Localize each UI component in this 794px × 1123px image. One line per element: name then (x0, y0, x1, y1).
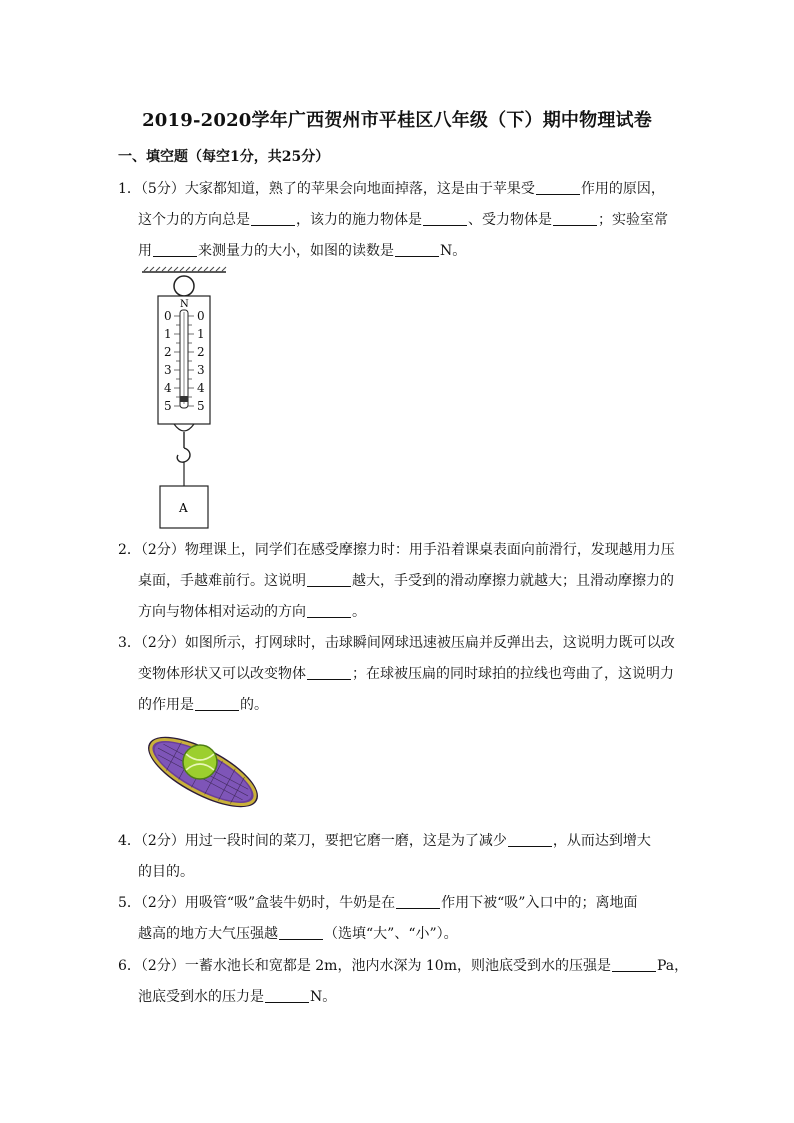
text: 越大，手受到的滑动摩擦力就越大；且滑动摩擦力的 (352, 573, 674, 589)
answer-blank[interactable] (195, 696, 239, 711)
text: 这个力的方向总是 (138, 212, 250, 228)
text: 1．（5分）大家都知道，熟了的苹果会向地面掉落，这是由于苹果受 (118, 181, 535, 197)
paper-title: 2019-2020学年广西贺州市平桂区八年级（下）期中物理试卷 (142, 110, 652, 131)
question-1-line-1 (118, 180, 665, 198)
question-2-line-1 (118, 541, 675, 559)
question-6-line-1 (118, 957, 688, 975)
tick-label: 1 (197, 327, 205, 341)
ceiling-hatch (142, 267, 226, 272)
question-3-line-2 (138, 665, 674, 683)
top-ring (174, 276, 194, 296)
text: 用 (138, 243, 152, 259)
answer-blank[interactable] (307, 665, 351, 680)
text: 桌面，手越难前行。这说明 (138, 573, 306, 589)
question-4-line-2 (138, 863, 194, 881)
answer-blank[interactable] (553, 211, 597, 226)
text: 3．（2分）如图所示，打网球时，击球瞬间网球迅速被压扁并反弹出去，这说明力既可以改 (118, 635, 675, 651)
text: ；实验室常 (598, 212, 668, 228)
question-1-line-2 (138, 211, 668, 229)
text: 来测量力的大小，如图的读数是 (198, 243, 394, 259)
text: ，该力的施力物体是 (296, 212, 422, 228)
text: 6．（2分）一蓄水池长和宽都是 2m，池内水深为 10m，则池底受到水的压强是 (118, 958, 611, 974)
question-6-line-2 (138, 988, 336, 1006)
answer-blank[interactable] (508, 832, 552, 847)
tick-label: 4 (164, 381, 172, 395)
text: 。 (352, 604, 366, 620)
answer-blank[interactable] (396, 894, 440, 909)
tick-label: 5 (164, 399, 172, 413)
text: 5．（2分）用吸管“吸”盒装牛奶时，牛奶是在 (118, 895, 396, 911)
text: 的。 (240, 697, 268, 713)
answer-blank[interactable] (251, 211, 295, 226)
answer-blank[interactable] (612, 957, 656, 972)
tick-label: 3 (197, 363, 205, 377)
tick-label: 3 (164, 363, 172, 377)
text: 作用下被“吸”入口中的；离地面 (441, 895, 638, 911)
spring-scale-figure (138, 264, 238, 530)
tick-label: 2 (164, 345, 172, 359)
section-heading: 一、填空题（每空1分，共25分） (118, 149, 330, 165)
question-3-line-1 (118, 634, 675, 652)
tick-label: 5 (197, 399, 205, 413)
text: 越高的地方大气压强越 (138, 926, 278, 942)
text: ；在球被压扁的同时球拍的拉线也弯曲了，这说明力 (352, 666, 674, 682)
question-4-line-1 (118, 832, 651, 850)
text: 的作用是 (138, 697, 194, 713)
answer-blank[interactable] (153, 242, 197, 257)
tennis-racket-with-ball-icon (140, 726, 266, 818)
question-1-line-3 (138, 242, 466, 260)
question-5-line-2 (138, 925, 458, 943)
text: （选填“大”、“小”）。 (324, 926, 458, 942)
answer-blank[interactable] (395, 242, 439, 257)
tennis-ball (183, 745, 217, 779)
pointer (180, 396, 188, 402)
tick-label: 4 (197, 381, 205, 395)
question-2-line-3 (138, 603, 366, 621)
question-2-line-2 (138, 572, 674, 590)
tick-label: 1 (164, 327, 172, 341)
question-3-line-3 (138, 696, 268, 714)
tick-label: 0 (197, 309, 205, 323)
unit-label: N (180, 299, 189, 310)
answer-blank[interactable] (307, 603, 351, 618)
question-5-line-1 (118, 894, 637, 912)
text: 、受力物体是 (468, 212, 552, 228)
text: 方向与物体相对运动的方向 (138, 604, 306, 620)
text: Pa， (657, 958, 689, 974)
text: 变物体形状又可以改变物体 (138, 666, 306, 682)
text: 作用的原因， (580, 181, 665, 197)
answer-blank[interactable] (423, 211, 467, 226)
block-a-label: A (179, 501, 188, 515)
hook (177, 448, 190, 462)
answer-blank[interactable] (307, 572, 351, 587)
text: N。 (440, 243, 467, 259)
text: 的目的。 (138, 864, 194, 880)
tick-label: 0 (164, 309, 172, 323)
bottom-hook-mount (174, 424, 194, 431)
text: N。 (310, 989, 337, 1005)
tick-label: 2 (197, 345, 205, 359)
answer-blank[interactable] (265, 988, 309, 1003)
answer-blank[interactable] (279, 925, 323, 940)
text: 4．（2分）用过一段时间的菜刀，要把它磨一磨，这是为了减少 (118, 833, 507, 849)
text: ，从而达到增大 (552, 833, 651, 849)
answer-blank[interactable] (536, 180, 580, 195)
text: 2．（2分）物理课上，同学们在感受摩擦力时：用手沿着课桌表面向前滑行，发现越用力压 (118, 542, 675, 558)
text: 池底受到水的压力是 (138, 989, 264, 1005)
